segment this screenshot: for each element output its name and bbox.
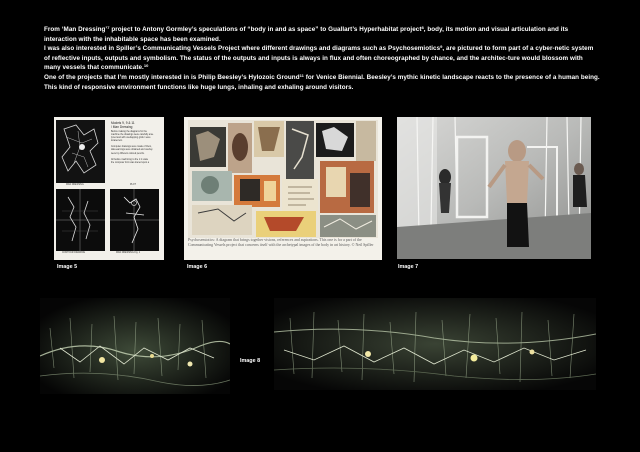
hylozoic-night-photo-right — [274, 298, 596, 390]
image-6-figure-caption: Psychosemiotics: A diagram that brings together visions, references and aspirations. This one is for a part of the Communicating Vessels project that concerns itself with the archetypal images of the body in art history. © Neil Spiller — [188, 238, 374, 247]
paragraph-2: I was also interested in Spiller’s Communicating Vessels Project where different drawings and diagrams such as Psychosemiotics$^9$, are pictured to form part of a cyber-netic system of reflective inputs, outputs and symbolism. The status of the outputs and inputs is always in flux and often choreographed by chance, and the architec-ture would blossom with many vessels that communicate.$^{10}$ — [44, 44, 594, 72]
image-6-psychosemiotics — [184, 117, 382, 260]
hylozoic-night-photo-left — [40, 298, 230, 394]
image-5-label-b: CONTOUR DRAWING — [62, 252, 86, 254]
image-7-caption: Image 7 — [398, 264, 419, 270]
hylozoic-installation-photo — [397, 117, 591, 259]
image-6-caption: Image 6 — [187, 264, 208, 270]
image-5-man-dressing — [54, 117, 164, 260]
image-7-hylozoic-photo — [397, 117, 591, 259]
body-text — [44, 25, 600, 92]
paragraph-1: From ‘Man Dressing’$^7$ project to Antony Gormley’s speculations of “body in and as space” to Guallart’s Hyperhabitat project$^8$, body, its motion and visual articulation and its interaction with the inhabitable space has been examined. — [44, 25, 569, 43]
image-5-label-d: MAN DRESSING Fig. 1 — [116, 252, 141, 254]
image-8-right-photo — [274, 298, 596, 390]
image-8-caption: Image 8 — [240, 358, 261, 364]
image-5-label-c: PLOT — [130, 184, 136, 186]
image-5-notes: Before making the diagrams for the machine the drawings were carefully ana- lyzed and with overlapping grids / were located etc. Computer drawings were made of them, data earnings were obtained and overlay were by different colored pencils. All before machining to the 1:1 scale the computer form was traced upon a — [111, 131, 154, 164]
image-5-page-title: Models 9, 9 & 11 / Man Dressing — [111, 121, 135, 129]
image-5-label-a: MAN DRESSING — [66, 184, 84, 186]
paragraph-3: One of the projects that I’m mostly interested in is Philip Beesley’s Hylozoic Ground$^{11}$ for Venice Biennial. Beesley’s mythic kinetic landscape reacts to the presence of a human being. This kind of responsive environment functions like huge lungs, inhaling and exhaling around visitors. — [44, 72, 600, 91]
image-8-left-photo — [40, 298, 230, 394]
image-5-caption: Image 5 — [57, 264, 78, 270]
